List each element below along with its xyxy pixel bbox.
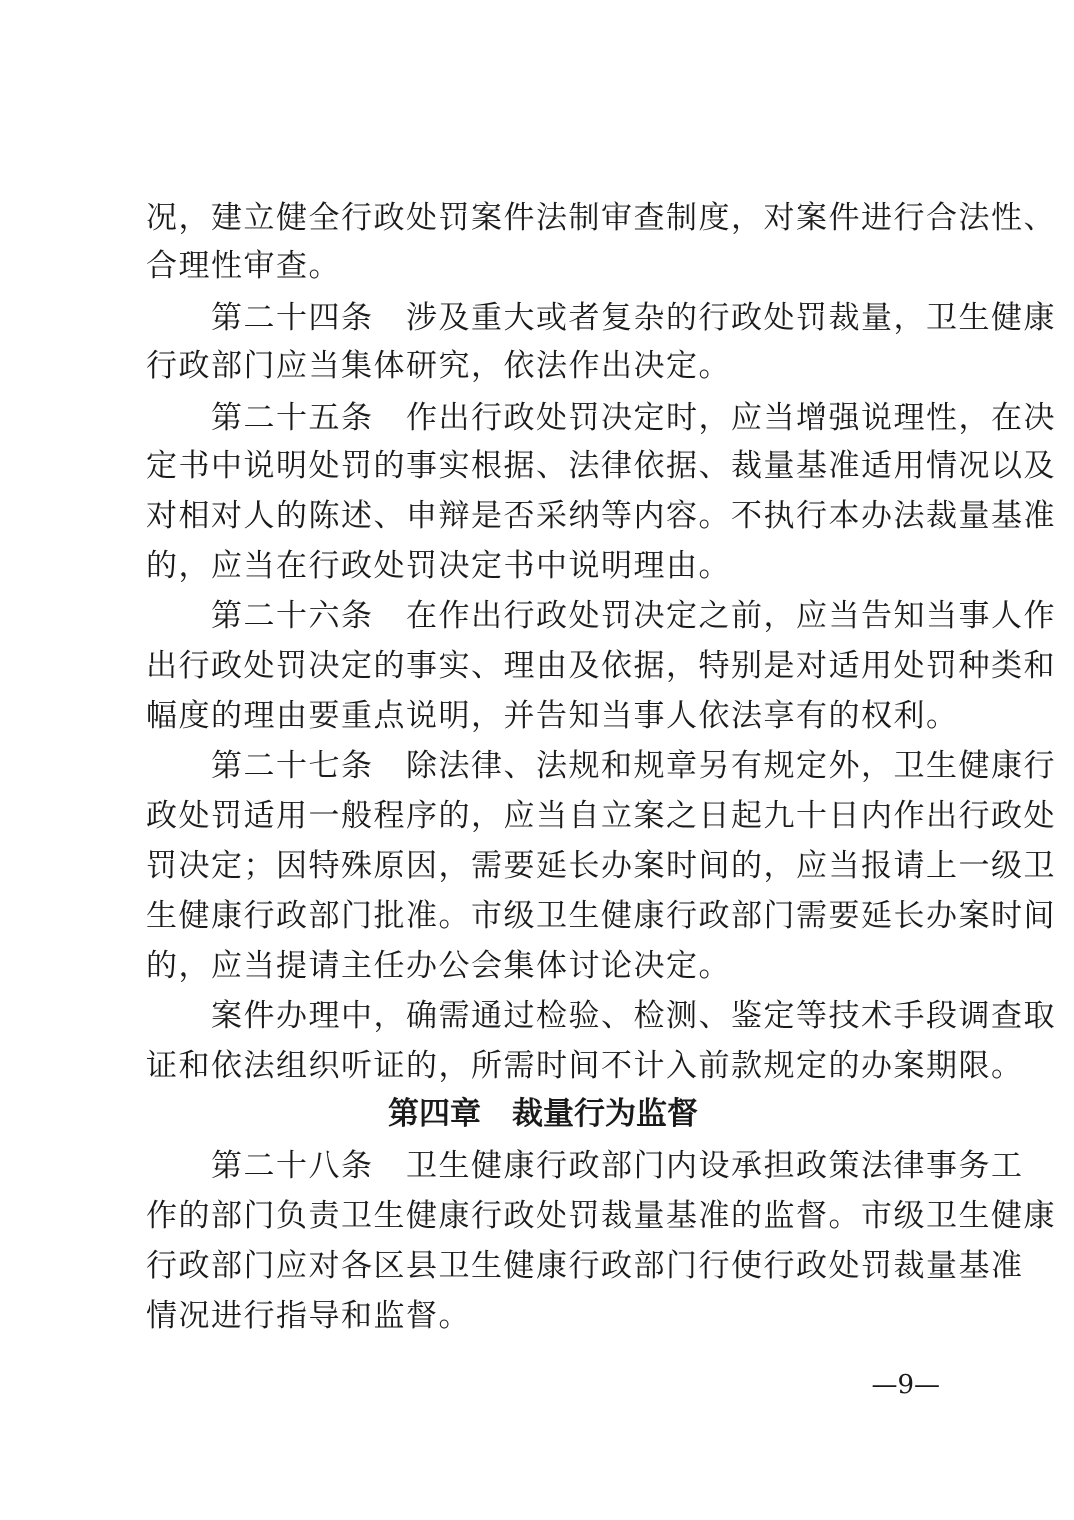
article-27-line: 第二十七条 除法律、法规和规章另有规定外，卫生健康行 bbox=[146, 748, 1056, 784]
page-number: —9— bbox=[871, 1370, 940, 1400]
article-24-line: 第二十四条 涉及重大或者复杂的行政处罚裁量，卫生健康 bbox=[146, 300, 1056, 336]
text-line: 案件办理中，确需通过检验、检测、鉴定等技术手段调查取 bbox=[146, 998, 1056, 1034]
text-line: 出行政处罚决定的事实、理由及依据，特别是对适用处罚种类和 bbox=[146, 648, 1056, 684]
text-line: 行政部门应当集体研究，依法作出决定。 bbox=[146, 348, 731, 384]
text-line: 生健康行政部门批准。市级卫生健康行政部门需要延长办案时间 bbox=[146, 898, 1056, 934]
text-line: 行政部门应对各区县卫生健康行政部门行使行政处罚裁量基准 bbox=[146, 1248, 1024, 1284]
article-25-line: 第二十五条 作出行政处罚决定时，应当增强说理性，在决 bbox=[146, 400, 1056, 436]
text-line: 证和依法组织听证的，所需时间不计入前款规定的办案期限。 bbox=[146, 1048, 1024, 1084]
text-line: 定书中说明处罚的事实根据、法律依据、裁量基准适用情况以及 bbox=[146, 448, 1056, 484]
text-line: 的，应当在行政处罚决定书中说明理由。 bbox=[146, 548, 731, 584]
article-26-line: 第二十六条 在作出行政处罚决定之前，应当告知当事人作 bbox=[146, 598, 1056, 634]
text-line: 况，建立健全行政处罚案件法制审查制度，对案件进行合法性、 bbox=[146, 200, 1056, 236]
chapter-heading: 第四章 裁量行为监督 bbox=[388, 1096, 698, 1132]
text-line: 对相对人的陈述、申辩是否采纳等内容。不执行本办法裁量基准 bbox=[146, 498, 1056, 534]
text-line: 幅度的理由要重点说明，并告知当事人依法享有的权利。 bbox=[146, 698, 959, 734]
text-line: 情况进行指导和监督。 bbox=[146, 1298, 471, 1334]
text-line: 作的部门负责卫生健康行政处罚裁量基准的监督。市级卫生健康 bbox=[146, 1198, 1056, 1234]
text-line: 合理性审查。 bbox=[146, 248, 341, 284]
article-28-line: 第二十八条 卫生健康行政部门内设承担政策法律事务工 bbox=[146, 1148, 1024, 1184]
text-line: 罚决定；因特殊原因，需要延长办案时间的，应当报请上一级卫 bbox=[146, 848, 1056, 884]
text-line: 政处罚适用一般程序的，应当自立案之日起九十日内作出行政处 bbox=[146, 798, 1056, 834]
text-line: 的，应当提请主任办公会集体讨论决定。 bbox=[146, 948, 731, 984]
